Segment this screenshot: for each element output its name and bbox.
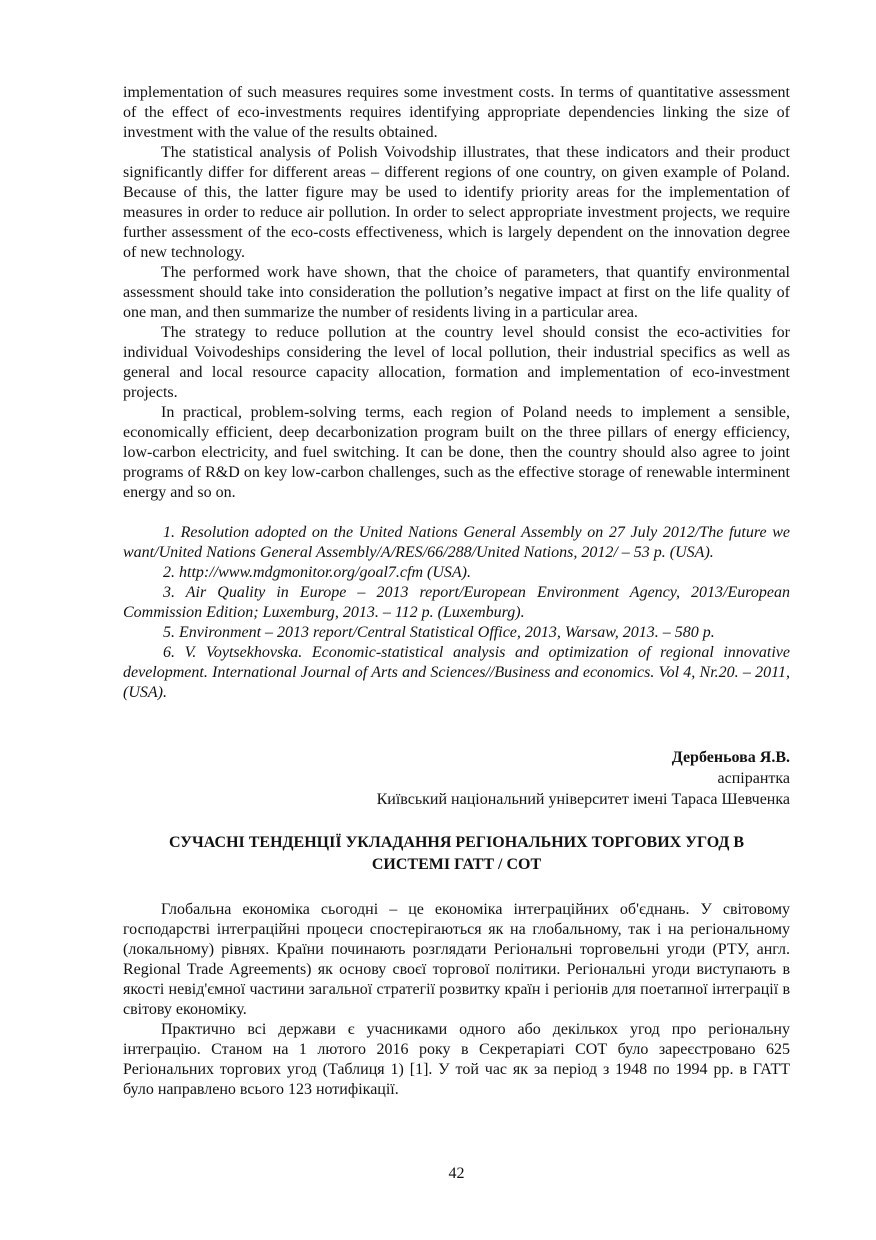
paragraph: The performed work have shown, that the choice of parameters, that quantify environmental assessment should take into consideration the pollution’s negative impact at first on the life quality of one man, and then summarize the number of residents living in a particular area. — [123, 264, 790, 321]
paragraph: The statistical analysis of Polish Voivodship illustrates, that these indicators and their product significantly differ for different areas – different regions of one country, on given example of Poland. Because of this, the latter figure may be used to identify priority areas for the implementation of measures in order to reduce air pollution. In order to select appropriate investment projects, we require further assessment of the eco-costs effectiveness, which is largely dependent on the innovation degree of new technology. — [123, 144, 790, 261]
ukrainian-article-body — [123, 900, 790, 1100]
author-name: Дербеньова Я.В. — [671, 749, 790, 766]
english-article-body — [123, 83, 790, 503]
paragraph: The strategy to reduce pollution at the country level should consist the eco-activities for individual Voivodeships considering the level of local pollution, their industrial specifics as well as general and local resource capacity allocation, formation and implementation of eco-investment projects. — [123, 324, 790, 401]
paragraph: Глобальна економіка сьогодні – це економіка інтеграційних об'єднань. У світовому господарстві інтеграційні процеси спостерігаються як на глобальному, так і на регіональному (локальному) рівнях. Країни починають розглядати Регіональні торговельні угоди (РТУ, англ. Regional Trade Agreements) як основу своєї торгової політики. Регіональні угоди виступають в якості невід'ємної частини загальної стратегії розвитку країн і регіонів для поетапної інтеграції в світову економіку. — [123, 901, 790, 1018]
reference-item: 5. Environment – 2013 report/Central Statistical Office, 2013, Warsaw, 2013. – 580 p. — [163, 624, 715, 641]
paragraph: implementation of such measures requires some investment costs. In terms of quantitative assessment of the effect of eco-investments requires identifying appropriate dependencies linking the size of investment with the value of the results obtained. — [123, 84, 790, 141]
author-block — [123, 747, 790, 810]
article-title — [123, 832, 790, 876]
article-title-line-1: СУЧАСНІ ТЕНДЕНЦІЇ УКЛАДАННЯ РЕГІОНАЛЬНИХ ТОРГОВИХ УГОД В — [168, 834, 745, 851]
reference-item: 6. V. Voytsekhovska. Economic-statistical analysis and optimization of regional innovative development. International Journal of Arts and Sciences//Business and economics. Vol 4, Nr.20. – 2011, (USA). — [123, 644, 790, 701]
reference-item: 1. Resolution adopted on the United Nations General Assembly on 27 July 2012/The future we want/United Nations General Assembly/A/RES/66/288/United Nations, 2012/ – 53 p. (USA). — [123, 524, 790, 561]
author-role: аспірантка — [717, 770, 790, 787]
reference-item: 2. http://www.mdgmonitor.org/goal7.cfm (USA). — [163, 564, 471, 581]
author-affiliation: Київський національний університет імені Тараса Шевченка — [376, 791, 790, 808]
references-list — [123, 523, 790, 703]
page-number: 42 — [448, 1165, 465, 1182]
article-title-line-2: СИСТЕМІ ГАТТ / СОТ — [371, 856, 542, 873]
paragraph: Практично всі держави є учасниками одного або декількох угод про регіональну інтеграцію. Станом на 1 лютого 2016 року в Секретаріаті СОТ було зареєстровано 625 Регіональних торгових угод (Таблиця 1) [1]. У той час як за період з 1948 по 1994 рр. в ГАТТ було направлено всього 123 нотифікації. — [123, 1021, 790, 1098]
paragraph: In practical, problem-solving terms, each region of Poland needs to implement a sensible, economically efficient, deep decarbonization program built on the three pillars of energy efficiency, low-carbon electricity, and fuel switching. It can be done, then the country should also agree to joint programs of R&D on key low-carbon challenges, such as the effective storage of renewable interminent energy and so on. — [123, 404, 790, 501]
reference-item: 3. Air Quality in Europe – 2013 report/European Environment Agency, 2013/European Commission Edition; Luxemburg, 2013. – 112 p. (Luxemburg). — [123, 584, 790, 621]
